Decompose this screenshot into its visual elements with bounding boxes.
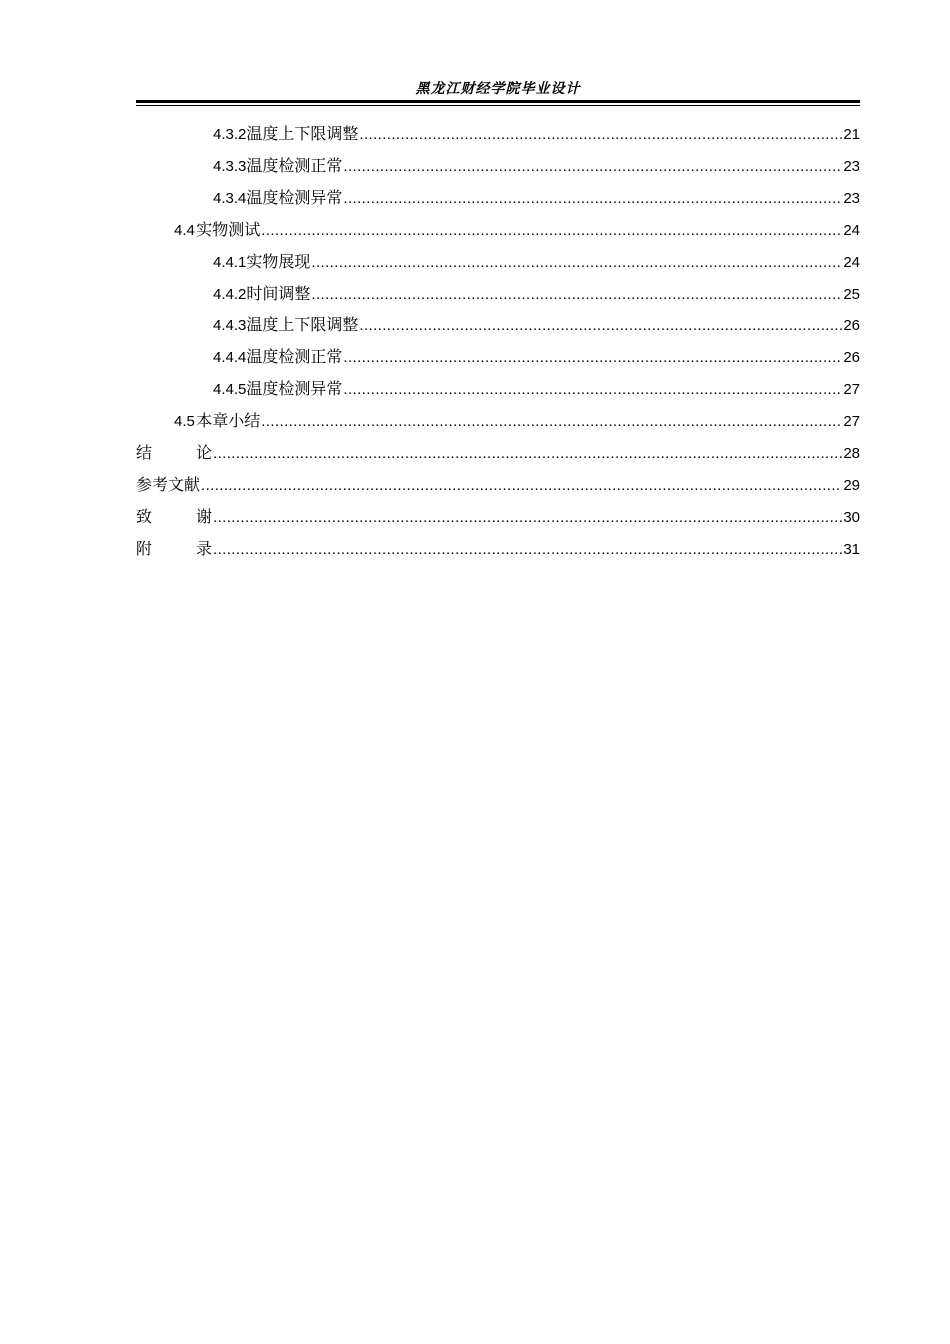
toc-entry-title: 结论 [136,443,212,463]
toc-dot-leader [201,470,842,502]
toc-dot-leader [261,215,842,247]
toc-entry[interactable] [136,437,860,469]
toc-entry-page-number: 24 [843,253,860,271]
toc-dot-leader [311,279,842,311]
toc-entry-title: 本章小结 [196,411,261,431]
table-of-contents [136,118,860,565]
toc-entry[interactable] [136,469,860,501]
toc-dot-leader [359,119,842,151]
toc-dot-leader [213,534,842,566]
toc-entry[interactable] [136,533,860,565]
toc-entry-title: 温度检测异常 [246,379,343,399]
toc-entry[interactable] [136,278,860,310]
toc-entry-title: 温度上下限调整 [246,315,359,335]
toc-entry-number: 4.3.3 [213,157,247,175]
toc-dot-leader [343,342,842,374]
toc-entry-title: 实物展现 [246,251,311,271]
toc-entry-page-number: 28 [843,445,860,463]
toc-entry-page-number: 30 [843,509,860,527]
toc-entry[interactable] [136,118,860,150]
toc-entry-page-number: 21 [843,126,860,143]
toc-entry[interactable] [136,501,860,533]
toc-entry-title: 实物测试 [196,219,261,239]
toc-entry[interactable] [136,309,860,341]
toc-entry-number: 4.4 [174,221,195,239]
toc-entry-number: 4.4.4 [213,349,247,367]
toc-entry-number: 4.3.2 [213,126,247,143]
toc-entry[interactable] [136,150,860,182]
toc-entry-number: 4.4.1 [213,253,247,271]
toc-entry[interactable] [136,405,860,437]
toc-dot-leader [213,502,842,534]
toc-entry-page-number: 31 [843,541,860,559]
toc-dot-leader [261,406,842,438]
toc-entry-page-number: 26 [843,349,860,367]
toc-entry-title: 温度上下限调整 [246,124,359,143]
header-rule-thick [136,100,860,103]
toc-entry[interactable] [136,214,860,246]
header-rule-thin [136,105,860,106]
toc-entry[interactable] [136,373,860,405]
toc-dot-leader [343,374,842,406]
toc-entry-title: 时间调整 [246,283,311,303]
toc-entry-page-number: 23 [843,189,860,207]
toc-dot-leader [343,183,842,215]
toc-entry-page-number: 26 [843,317,860,335]
toc-dot-leader [343,151,842,183]
toc-entry-number: 4.4.5 [213,381,247,399]
toc-entry-number: 4.3.4 [213,189,247,207]
toc-entry-title: 温度检测异常 [246,187,343,207]
toc-entry-number: 4.4.3 [213,317,247,335]
toc-dot-leader [311,247,842,279]
toc-entry-page-number: 23 [843,157,860,175]
toc-entry-page-number: 29 [843,477,860,495]
toc-entry-page-number: 25 [843,285,860,303]
toc-dot-leader [359,310,842,342]
toc-entry[interactable] [136,182,860,214]
toc-entry-title: 致谢 [136,507,212,527]
toc-entry-number: 4.4.2 [213,285,247,303]
page-header-title: 黑龙江财经学院毕业设计 [415,81,581,97]
toc-entry-title: 参考文献 [136,475,201,495]
toc-entry-page-number: 27 [843,381,860,399]
toc-entry-title: 温度检测正常 [246,347,343,367]
toc-entry[interactable] [136,246,860,278]
toc-entry-page-number: 24 [843,221,860,239]
toc-entry[interactable] [136,341,860,373]
toc-entry-number: 4.5 [174,413,195,431]
toc-entry-title: 温度检测正常 [246,155,343,175]
toc-entry-title: 附录 [136,539,212,559]
toc-entry-page-number: 27 [843,413,860,431]
toc-dot-leader [213,438,842,470]
